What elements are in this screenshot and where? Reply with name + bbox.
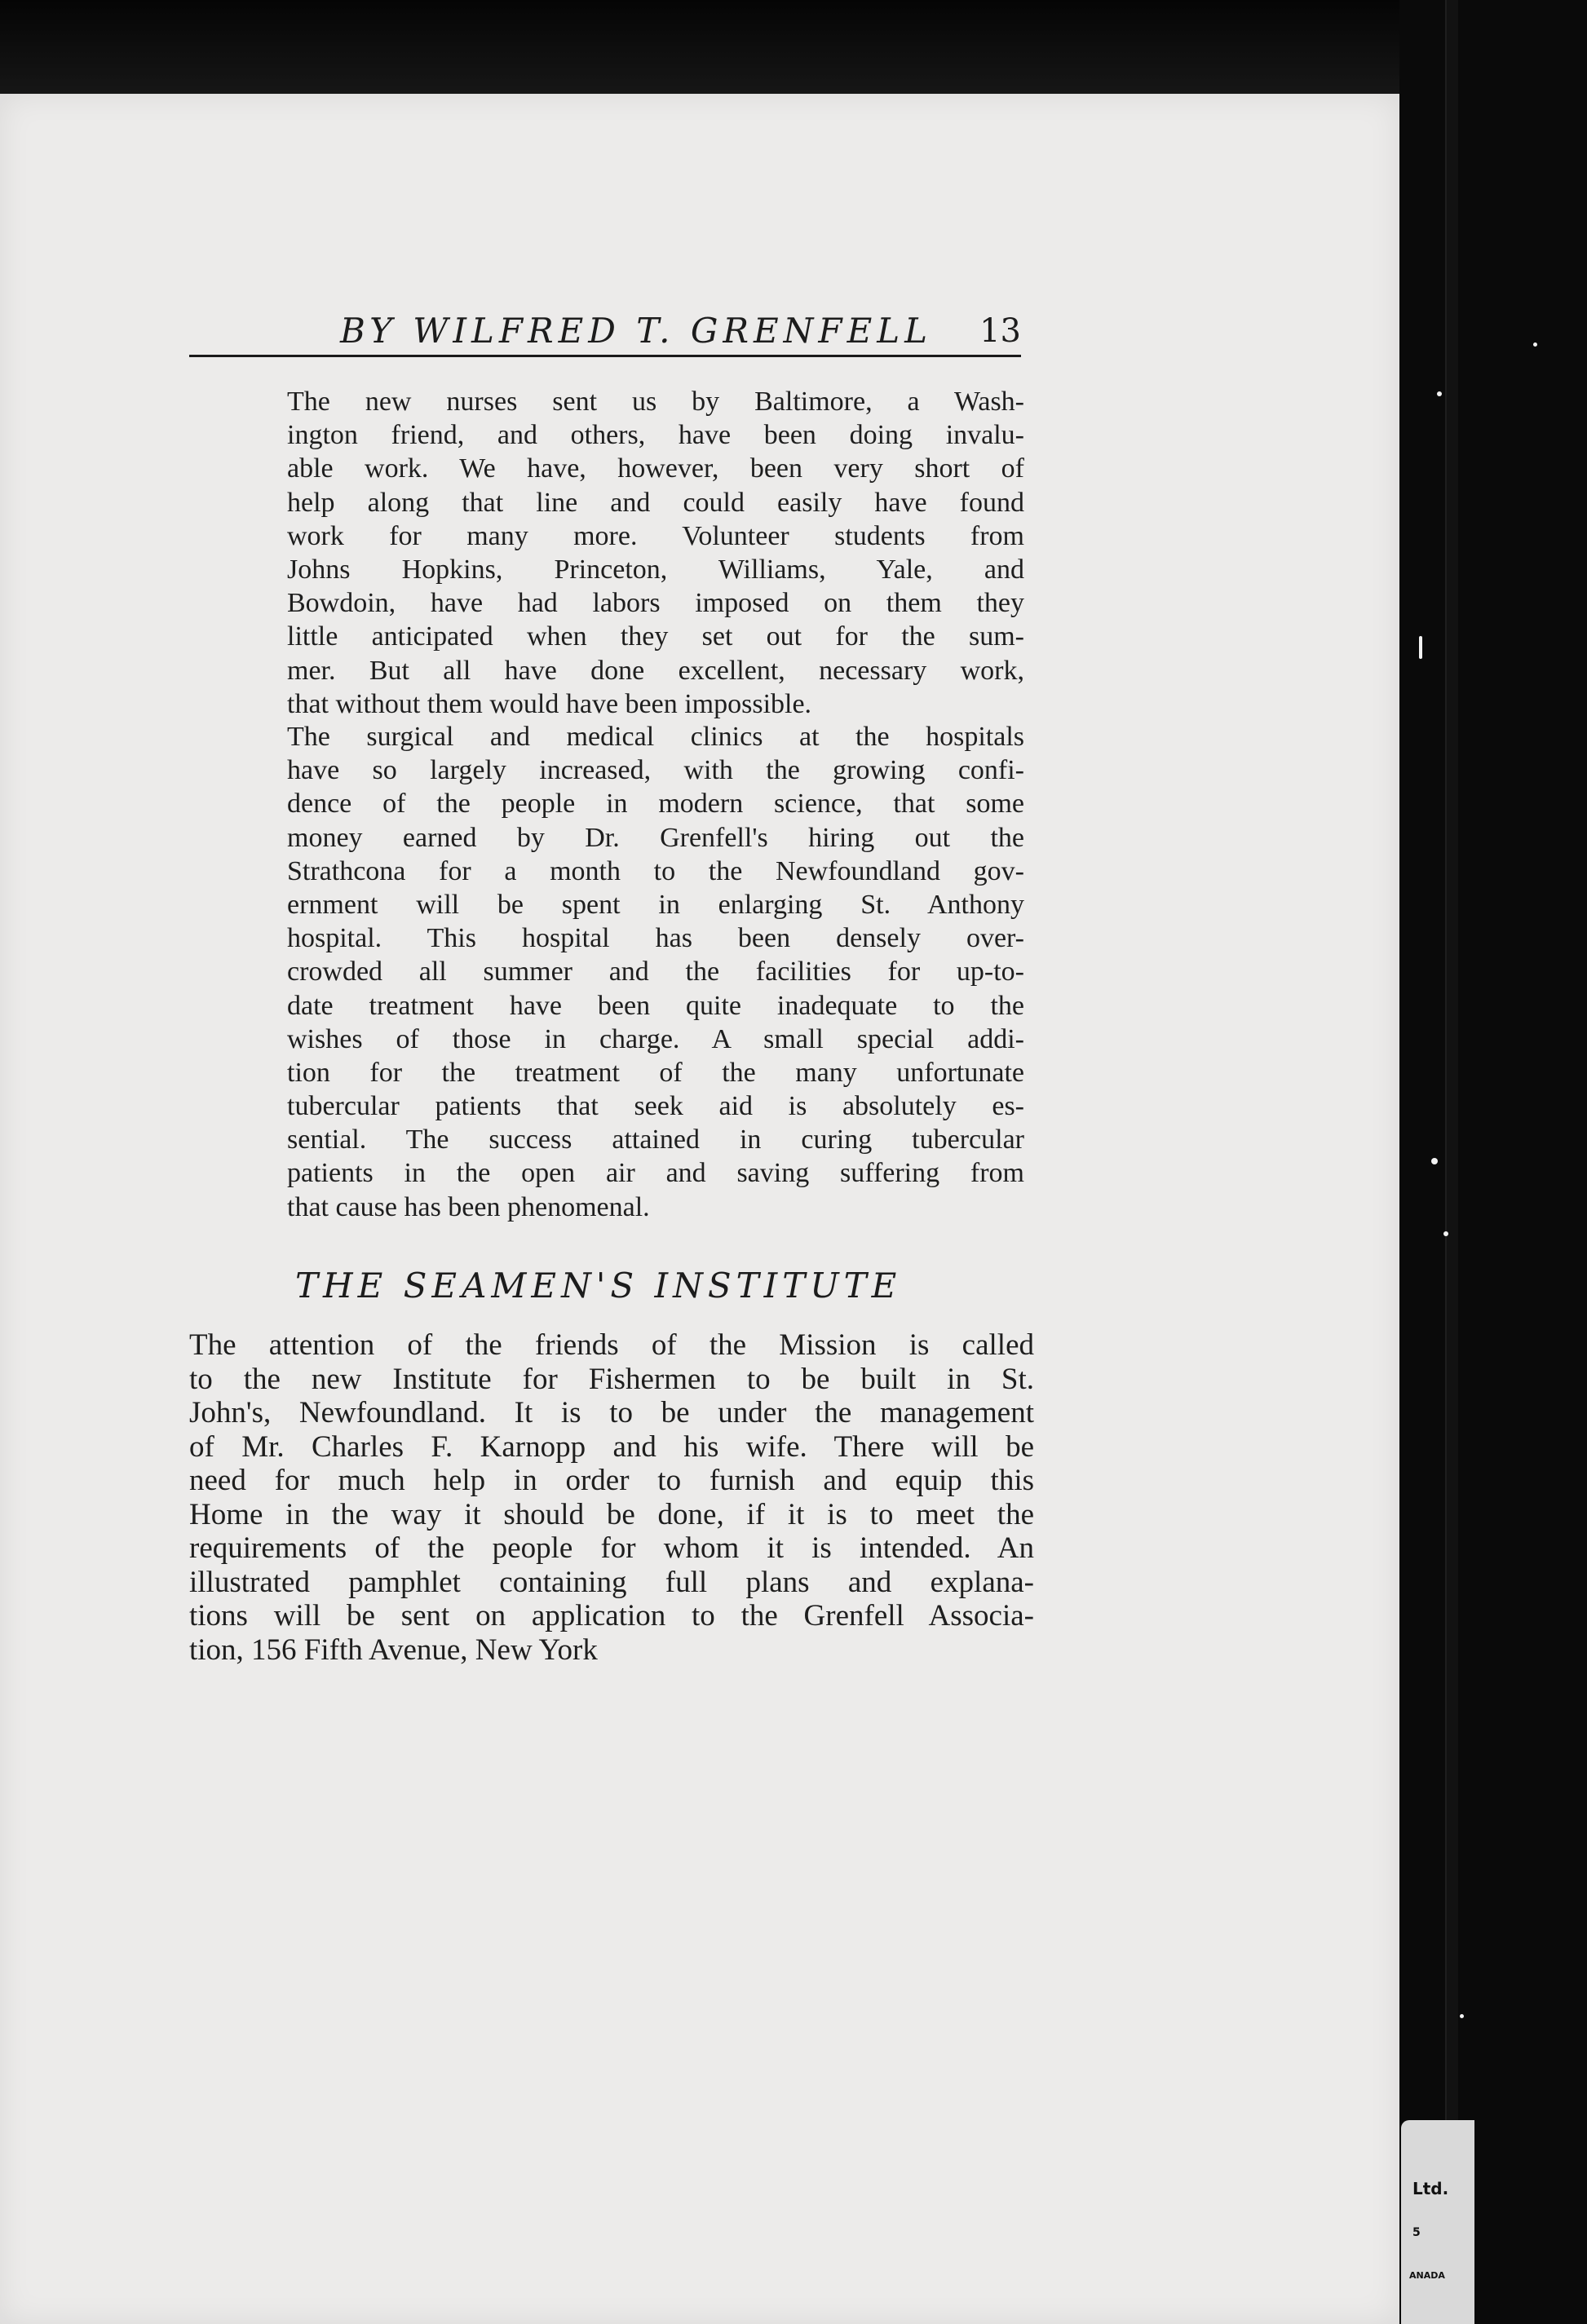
text-line: date treatment have been quite inadequate to the bbox=[287, 990, 1024, 1021]
text-line: help along that line and could easily have found bbox=[287, 487, 1024, 518]
text-line: The attention of the friends of the Mission is called bbox=[189, 1328, 1034, 1362]
text-line: dence of the people in modern science, that some bbox=[287, 789, 1024, 820]
text-line: requirements of the people for whom it is intended. An bbox=[189, 1531, 1034, 1565]
text-line: Johns Hopkins, Princeton, Williams, Yale, and bbox=[287, 554, 1024, 585]
scan-speck bbox=[1443, 1231, 1448, 1236]
text-line: tions will be sent on application to the Grenfell Associa- bbox=[189, 1599, 1034, 1633]
text-line: John's, Newfoundland. It is to be under the management bbox=[189, 1396, 1034, 1429]
tag-text-ltd: Ltd. bbox=[1412, 2179, 1449, 2198]
scan-edge-line bbox=[1445, 0, 1458, 2324]
text-line: tubercular patients that seek aid is absolutely es- bbox=[287, 1091, 1024, 1122]
scan-top-border bbox=[0, 0, 1587, 94]
text-line: The new nurses sent us by Baltimore, a Wash- bbox=[287, 387, 1024, 417]
text-line: that cause has been phenomenal. bbox=[287, 1191, 650, 1222]
tag-text-number: 5 bbox=[1412, 2226, 1421, 2239]
text-line: Bowdoin, have had labors imposed on them they bbox=[287, 588, 1024, 619]
running-header bbox=[189, 306, 1021, 357]
scan-right-border bbox=[1399, 0, 1587, 2324]
text-line: illustrated pamphlet containing full plans and explana- bbox=[189, 1565, 1034, 1599]
page-number: 13 bbox=[979, 312, 1021, 350]
text-line: tion, 156 Fifth Avenue, New York bbox=[189, 1633, 598, 1667]
text-line: that without them would have been impossible. bbox=[287, 688, 812, 719]
running-title: BY WILFRED T. GRENFELL bbox=[340, 311, 933, 351]
text-line: work for many more. Volunteer students from bbox=[287, 520, 1024, 551]
scan-speck bbox=[1533, 342, 1537, 347]
scan-speck bbox=[1437, 391, 1442, 396]
text-line: ington friend, and others, have been doing invalu- bbox=[287, 420, 1024, 451]
scan-speck bbox=[1419, 636, 1422, 659]
text-line: crowded all summer and the facilities for up-to- bbox=[287, 957, 1024, 987]
text-line: money earned by Dr. Grenfell's hiring out the bbox=[287, 822, 1024, 853]
text-line: The surgical and medical clinics at the hospitals bbox=[287, 722, 1024, 752]
text-line: to the new Institute for Fishermen to be built in St. bbox=[189, 1362, 1034, 1396]
text-line: have so largely increased, with the growing confi- bbox=[287, 755, 1024, 786]
text-line: need for much help in order to furnish and equip this bbox=[189, 1464, 1034, 1497]
text-line: Home in the way it should be done, if it is to meet the bbox=[189, 1497, 1034, 1531]
edge-label-tag bbox=[1401, 2120, 1474, 2324]
paragraph-nurses bbox=[287, 385, 1024, 721]
text-line: sential. The success attained in curing tubercular bbox=[287, 1124, 1024, 1155]
scan-speck bbox=[1431, 1158, 1438, 1164]
text-line: ernment will be spent in enlarging St. Anthony bbox=[287, 889, 1024, 920]
tag-text-canada: ANADA bbox=[1409, 2270, 1445, 2281]
paragraph-clinics bbox=[287, 720, 1024, 1224]
paragraph-institute bbox=[189, 1328, 1034, 1667]
scan-speck bbox=[1460, 2014, 1464, 2018]
text-line: of Mr. Charles F. Karnopp and his wife. There will be bbox=[189, 1429, 1034, 1464]
text-line: wishes of those in charge. A small special addi- bbox=[287, 1023, 1024, 1054]
text-line: little anticipated when they set out for the sum- bbox=[287, 621, 1024, 652]
text-line: hospital. This hospital has been densely over- bbox=[287, 923, 1024, 954]
text-line: patients in the open air and saving suffering from bbox=[287, 1158, 1024, 1189]
text-line: Strathcona for a month to the Newfoundland gov- bbox=[287, 855, 1024, 886]
text-line: mer. But all have done excellent, necessary work, bbox=[287, 655, 1024, 686]
text-line: tion for the treatment of the many unfortunate bbox=[287, 1057, 1024, 1088]
section-heading: THE SEAMEN'S INSTITUTE bbox=[295, 1266, 902, 1306]
text-line: able work. We have, however, been very short of bbox=[287, 453, 1024, 484]
